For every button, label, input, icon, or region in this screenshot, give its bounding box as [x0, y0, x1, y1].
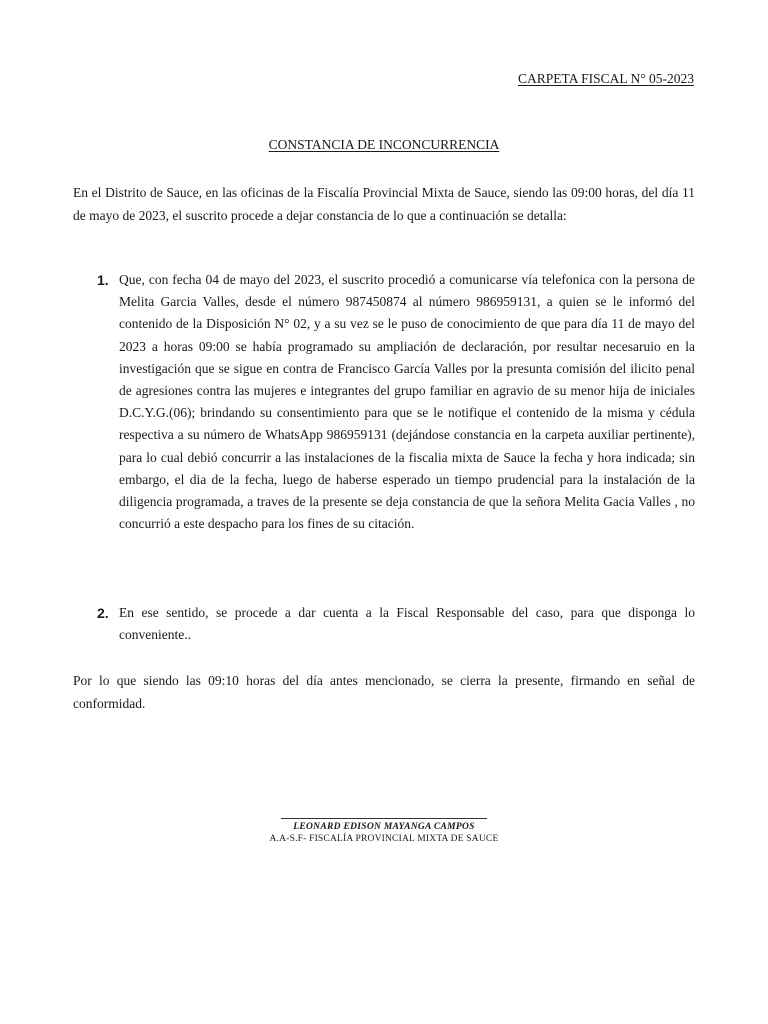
signer-name: LEONARD EDISON MAYANGA CAMPOS — [293, 822, 475, 832]
item-text: Que, con fecha 04 de mayo del 2023, el suscrito procedió a comunicarse vía telefonica con la persona de Melita Garcia Valles, desde el número 987450874 al número 986959131, a quien se le informó del contenido de la Disposición N° 02, y a su vez se le puso de conocimiento de que para día 11 de mayo del 2023 a horas 09:00 se había programado su ampliación de declaración, por resultar necesaruio en la investigación que se sigue en contra de Francisco García Valles por la presunta comisión del ilicito penal de agresiones contra las mujeres e integrantes del grupo familiar en agravio de su menor hija de iniciales D.C.Y.G.(06); brindando su consentimiento para que se le notifique el contenido de la misma y cédula respectiva a su número de WhatsApp 986959131 (dejándose constancia en la carpeta auxiliar pertinente), para lo cual debió concurrir a las instalaciones de la fiscalia mixta de Sauce la fecha y hora indicada; sin embargo, el dia de la fecha, luego de haberse esperado un tiempo prudencial para la instalación de la diligencia programada, a traves de la presente se deja constancia de que la señora Melita Gacia Valles , no concurrió a este despacho para los fines de su citación. — [119, 272, 695, 532]
item-text: En ese sentido, se procede a dar cuenta a la Fiscal Responsable del caso, para que disponga lo conveniente.. — [119, 605, 695, 643]
file-number: CARPETA FISCAL N° 05-2023 — [518, 71, 694, 86]
item-number: 1. — [97, 272, 109, 288]
document-title: CONSTANCIA DE INCONCURRENCIA — [268, 137, 500, 152]
numbered-item — [97, 602, 695, 646]
intro-paragraph: En el Distrito de Sauce, en las oficinas de la Fiscalía Provincial Mixta de Sauce, siendo las 09:00 horas, del día 11 de mayo de 2023, el suscrito procede a dejar constancia de lo que a continuación se detalla: — [73, 185, 695, 223]
signature-block — [0, 818, 768, 846]
signature-line — [281, 818, 487, 819]
signer-role: A.A-S.F- FISCALÍA PROVINCIAL MIXTA DE SAUCE — [269, 834, 499, 844]
closing-paragraph: Por lo que siendo las 09:10 horas del día antes mencionado, se cierra la presente, firmando en señal de conformidad. — [73, 673, 695, 711]
numbered-item — [97, 269, 695, 535]
item-number: 2. — [97, 605, 109, 621]
